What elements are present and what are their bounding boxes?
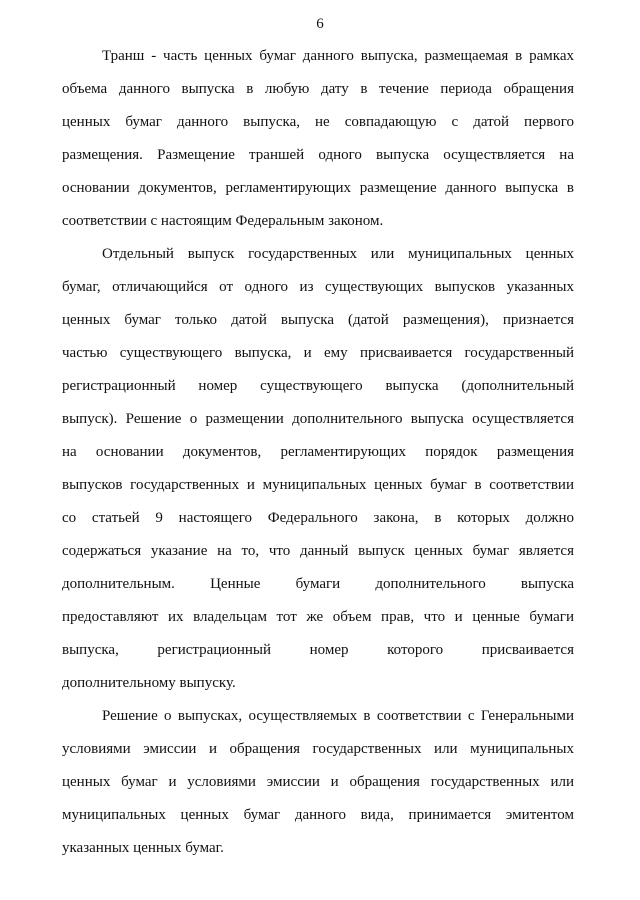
text-line: муниципальных ценных бумаг данного вида, принимается эмитентом	[62, 807, 574, 823]
text-line: ценных бумаг только датой выпуска (датой размещения), признается	[62, 312, 574, 328]
text-line: объема данного выпуска в любую дату в течение периода обращения	[62, 81, 574, 97]
text-line: основании документов, регламентирующих размещение данного выпуска в	[62, 180, 574, 196]
text-line: предоставляют их владельцам тот же объем прав, что и ценные бумаги	[62, 609, 574, 625]
text-line: Решение о выпусках, осуществляемых в соответствии с Генеральными	[102, 708, 574, 724]
text-line: указанных ценных бумаг.	[62, 840, 224, 856]
text-line: содержаться указание на то, что данный выпуск ценных бумаг является	[62, 543, 574, 559]
text-line: бумаг, отличающийся от одного из существующих выпусков указанных	[62, 279, 574, 295]
paragraph-tranche	[62, 40, 574, 238]
text-line: регистрационный номер существующего выпуска (дополнительный	[62, 378, 574, 394]
text-line: на основании документов, регламентирующих порядок размещения	[62, 444, 574, 460]
text-line: размещения. Размещение траншей одного выпуска осуществляется на	[62, 147, 574, 163]
text-line: Транш - часть ценных бумаг данного выпуска, размещаемая в рамках	[102, 48, 574, 64]
text-line: ценных бумаг и условиями эмиссии и обращения государственных или	[62, 774, 574, 790]
text-line: со статьей 9 настоящего Федерального закона, в которых должно	[62, 510, 574, 526]
body-text	[62, 40, 574, 865]
paragraph-general-conditions	[62, 700, 574, 865]
text-line: соответствии с настоящим Федеральным законом.	[62, 213, 384, 229]
text-line: Отдельный выпуск государственных или муниципальных ценных	[102, 246, 574, 262]
paragraph-separate-issue	[62, 238, 574, 700]
text-line: выпуск). Решение о размещении дополнительного выпуска осуществляется	[62, 411, 574, 427]
text-line: ценных бумаг данного выпуска, не совпадающую с датой первого	[62, 114, 574, 130]
text-line: частью существующего выпуска, и ему присваивается государственный	[62, 345, 574, 361]
page-number: 6	[316, 16, 324, 32]
text-line: условиями эмиссии и обращения государственных или муниципальных	[62, 741, 574, 757]
text-line: выпуска, регистрационный номер которого присваивается	[62, 642, 574, 658]
text-line: дополнительным. Ценные бумаги дополнительного выпуска	[62, 576, 574, 592]
text-line: выпусков государственных и муниципальных ценных бумаг в соответствии	[62, 477, 574, 493]
text-line: дополнительному выпуску.	[62, 675, 236, 691]
